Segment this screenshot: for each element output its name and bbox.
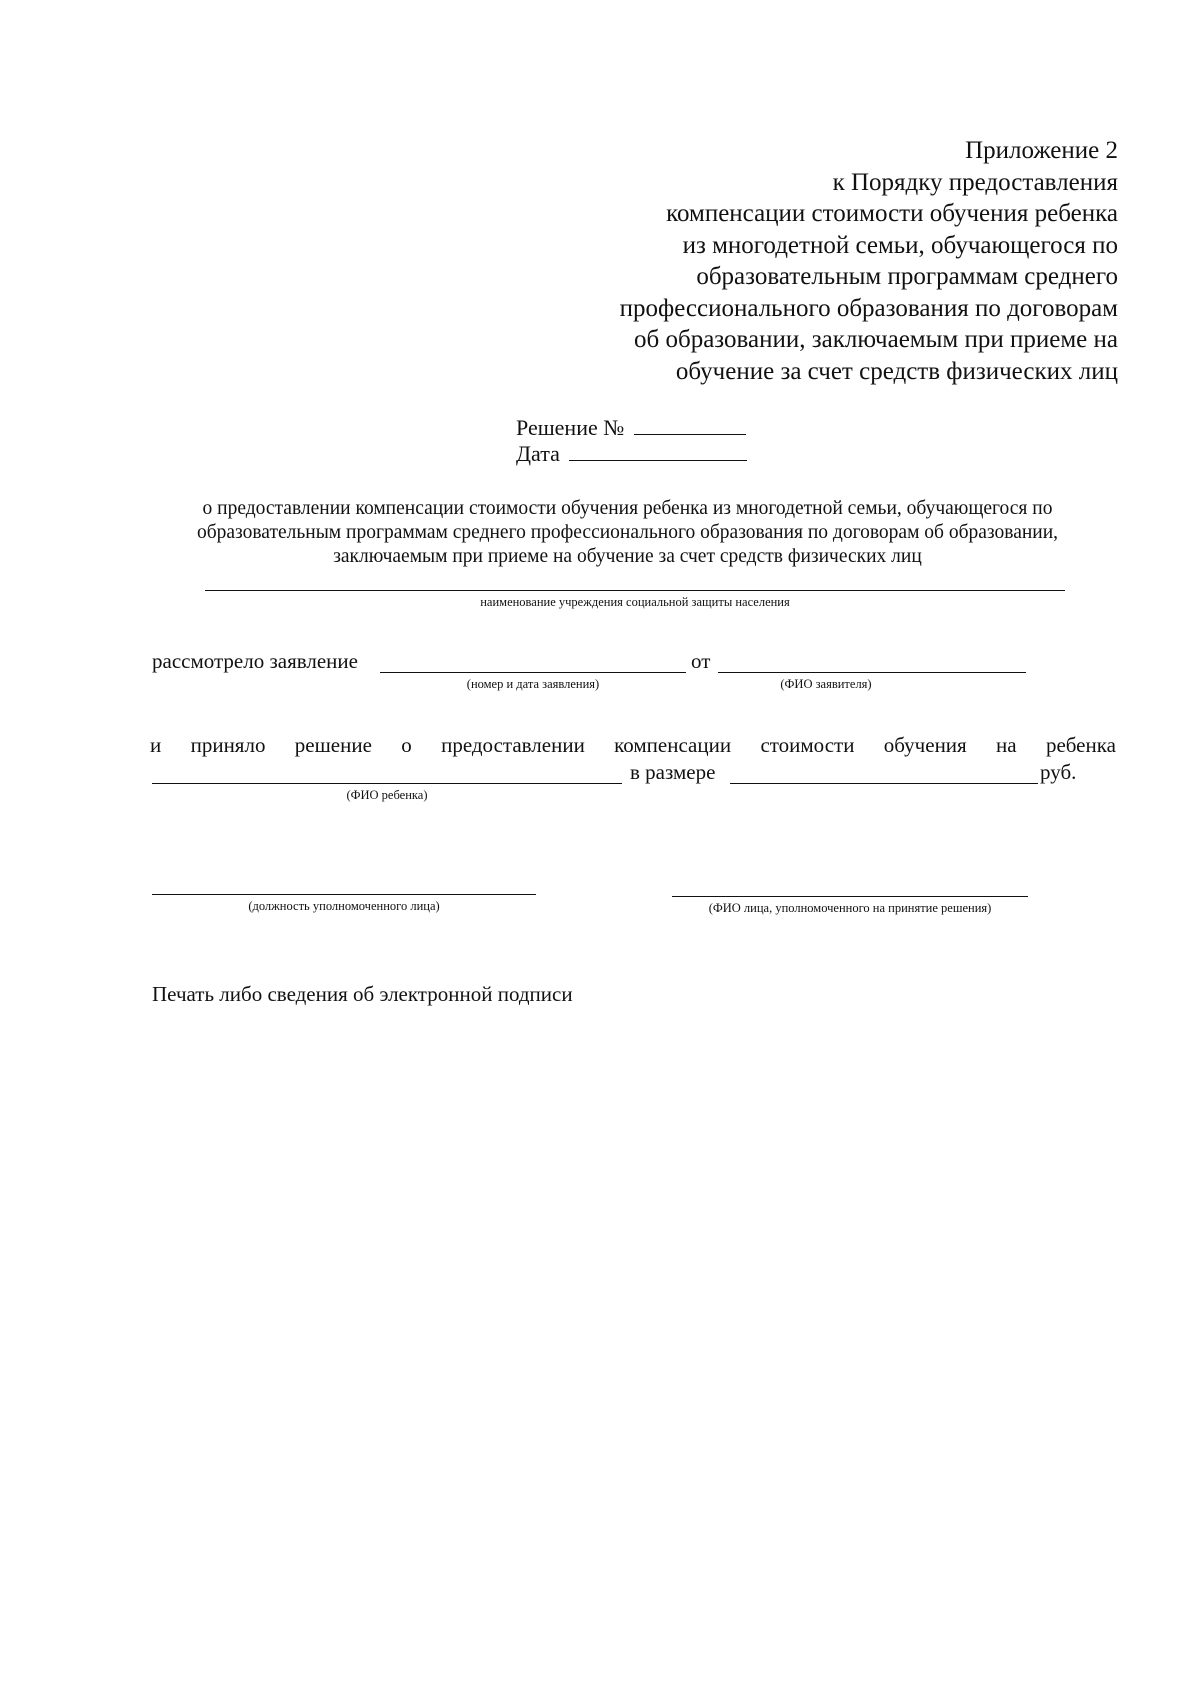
statement-word: о bbox=[401, 733, 412, 757]
statement-word: решение bbox=[294, 733, 372, 757]
decision-date-row bbox=[516, 441, 747, 467]
statement-word: предоставлении bbox=[441, 733, 585, 757]
decision-number-label: Решение № bbox=[516, 415, 625, 440]
appendix-line: обучение за счет средств физических лиц bbox=[675, 357, 1118, 385]
applicant-caption: (ФИО заявителя) bbox=[780, 677, 872, 691]
decision-date-field[interactable] bbox=[569, 442, 747, 461]
review-prefix: рассмотрело заявление bbox=[152, 649, 358, 673]
appendix-line: к Порядку предоставления bbox=[832, 168, 1118, 196]
statement-word: приняло bbox=[190, 733, 266, 757]
amount-field[interactable] bbox=[730, 783, 1038, 784]
child-caption: (ФИО ребенка) bbox=[346, 788, 428, 802]
statement-word: на bbox=[996, 733, 1017, 757]
application-field[interactable] bbox=[380, 672, 686, 673]
decision-subject bbox=[160, 497, 1095, 569]
statement-word: и bbox=[150, 733, 162, 757]
appendix-line: образовательным программам среднего bbox=[696, 263, 1118, 290]
appendix-line: компенсации стоимости обучения ребенка bbox=[666, 200, 1118, 227]
decision-number-field[interactable] bbox=[634, 416, 746, 435]
decision-date-label: Дата bbox=[516, 441, 560, 466]
stamp-note: Печать либо сведения об электронной подписи bbox=[152, 982, 573, 1006]
position-field[interactable] bbox=[152, 894, 536, 895]
child-name-field[interactable] bbox=[152, 783, 622, 784]
amount-label: в размере bbox=[630, 760, 716, 784]
application-caption: (номер и дата заявления) bbox=[466, 677, 600, 691]
appendix-line: из многодетной семьи, обучающегося по bbox=[682, 231, 1118, 259]
appendix-header bbox=[558, 135, 1118, 387]
appendix-line: профессионального образования по договорам bbox=[619, 294, 1118, 322]
review-from: от bbox=[691, 649, 711, 673]
appendix-line: Приложение 2 bbox=[965, 137, 1118, 164]
position-caption: (должность уполномоченного лица) bbox=[248, 899, 440, 913]
statement-word: стоимости bbox=[760, 733, 855, 757]
statement-word: компенсации bbox=[614, 733, 732, 757]
statement-word: обучения bbox=[883, 733, 967, 757]
subject-line: заключаемым при приеме на обучение за счет средств физических лиц bbox=[333, 546, 922, 567]
official-caption: (ФИО лица, уполномоченного на принятие решения) bbox=[708, 901, 992, 915]
currency-label: руб. bbox=[1040, 760, 1077, 784]
decision-statement bbox=[150, 733, 1116, 757]
applicant-field[interactable] bbox=[718, 672, 1026, 673]
appendix-line: об образовании, заключаемым при приеме на bbox=[634, 326, 1118, 353]
institution-caption: наименование учреждения социальной защиты населения bbox=[480, 595, 790, 609]
official-name-field[interactable] bbox=[672, 896, 1028, 897]
subject-line: о предоставлении компенсации стоимости обучения ребенка из многодетной семьи, обучающегося по bbox=[202, 498, 1053, 519]
institution-name-field[interactable] bbox=[205, 590, 1065, 591]
decision-number-row bbox=[516, 415, 746, 441]
subject-line: образовательным программам среднего профессионального образования по договорам об образовании, bbox=[196, 522, 1059, 543]
statement-word: ребенка bbox=[1045, 733, 1116, 757]
